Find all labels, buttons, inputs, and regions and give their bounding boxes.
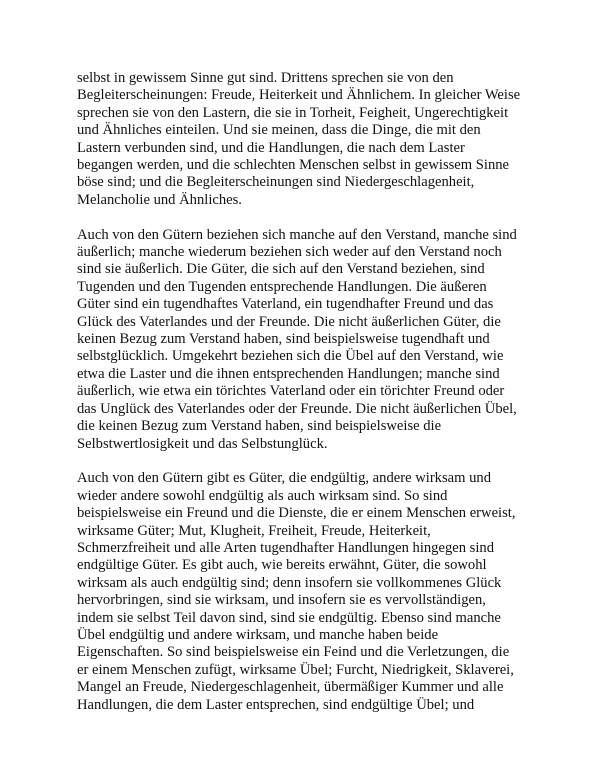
text-line: Begleiterscheinungen: Freude, Heiterkeit und Ähnlichem. In gleicher Weise [77, 87, 521, 104]
text-line: wieder andere sowohl endgültig als auch wirksam sind. So sind [77, 487, 448, 504]
text-line: Schmerzfreiheit und alle Arten tugendhafter Handlungen hingegen sind [77, 539, 495, 556]
text-line: hervorbringen, sind sie wirksam, und insofern sie es vervollständigen, [77, 592, 486, 609]
text-line: sprechen sie von den Lastern, die sie in Torheit, Feigheit, Ungerechtigkeit [77, 104, 509, 121]
paragraph-2 [77, 227, 547, 453]
text-line: wirksame Güter; Mut, Klugheit, Freiheit, Freude, Heiterkeit, [77, 522, 431, 539]
text-line: die keinen Bezug zum Verstand haben, sind beispielsweise die [77, 418, 442, 435]
text-line: wirksam als auch endgültig sind; denn insofern sie vollkommenes Glück [77, 574, 502, 591]
text-line: Mangel an Freude, Niedergeschlagenheit, übermäßiger Kummer und alle [77, 679, 504, 696]
text-line: keinen Bezug zum Verstand haben, sind beispielsweise tugendhaft und [77, 331, 490, 348]
text-line: böse sind; und die Begleiterscheinungen sind Niedergeschlagenheit, [77, 174, 475, 191]
text-line: selbst in gewissem Sinne gut sind. Drittens sprechen sie von den [77, 70, 454, 86]
text-line: beispielsweise ein Freund und die Dienste, die er einem Menschen erweist, [77, 505, 516, 522]
text-line: Auch von den Gütern beziehen sich manche auf den Verstand, manche sind [77, 226, 517, 243]
text-line: sind sie äußerlich. Die Güter, die sich auf den Verstand beziehen, sind [77, 261, 485, 278]
text-line: äußerlich, wie etwa ein törichtes Vaterland oder ein törichter Freund oder [77, 383, 505, 400]
text-line: indem sie selbst Teil davon sind, sind sie endgültig. Ebenso sind manche [77, 609, 501, 626]
text-line: das Unglück des Vaterlandes oder der Freunde. Die nicht äußerlichen Übel, [77, 400, 517, 417]
text-line: begangen werden, und die schlechten Menschen selbst in gewissem Sinne [77, 157, 510, 174]
text-line: Tugenden und den Tugenden entsprechende Handlungen. Die äußeren [77, 278, 487, 295]
text-line: und Ähnliches einteilen. Und sie meinen, dass die Dinge, die mit den [77, 122, 481, 139]
paragraph-1 [77, 70, 547, 209]
text-line: Lastern verbunden sind, und die Handlungen, die nach dem Laster [77, 139, 465, 156]
text-line: er einem Menschen zufügt, wirksame Übel; Furcht, Niedrigkeit, Sklaverei, [77, 661, 514, 678]
text-line: endgültige Güter. Es gibt auch, wie bereits erwähnt, Güter, die sowohl [77, 557, 487, 574]
text-line: Handlungen, die dem Laster entsprechen, sind endgültige Übel; und [77, 696, 475, 713]
document-page [77, 70, 547, 714]
text-line: äußerlich; manche wiederum beziehen sich weder auf den Verstand noch [77, 244, 502, 261]
text-line: Auch von den Gütern gibt es Güter, die endgültig, andere wirksam und [77, 470, 492, 487]
text-line: selbstglücklich. Umgekehrt beziehen sich die Übel auf den Verstand, wie [77, 348, 504, 365]
text-line: Güter sind ein tugendhaftes Vaterland, ein tugendhafter Freund und das [77, 296, 494, 313]
paragraph-3 [77, 470, 547, 714]
text-line: Eigenschaften. So sind beispielsweise ein Feind und die Verletzungen, die [77, 644, 510, 661]
text-line: Glück des Vaterlandes und der Freunde. Die nicht äußerlichen Güter, die [77, 313, 501, 330]
text-line: Selbstwertlosigkeit und das Selbstunglück. [77, 435, 328, 452]
text-line: etwa die Laster und die ihnen entsprechenden Handlungen; manche sind [77, 365, 500, 382]
text-line: Melancholie und Ähnliches. [77, 191, 242, 208]
text-line: Übel endgültig und andere wirksam, und manche haben beide [77, 626, 439, 643]
